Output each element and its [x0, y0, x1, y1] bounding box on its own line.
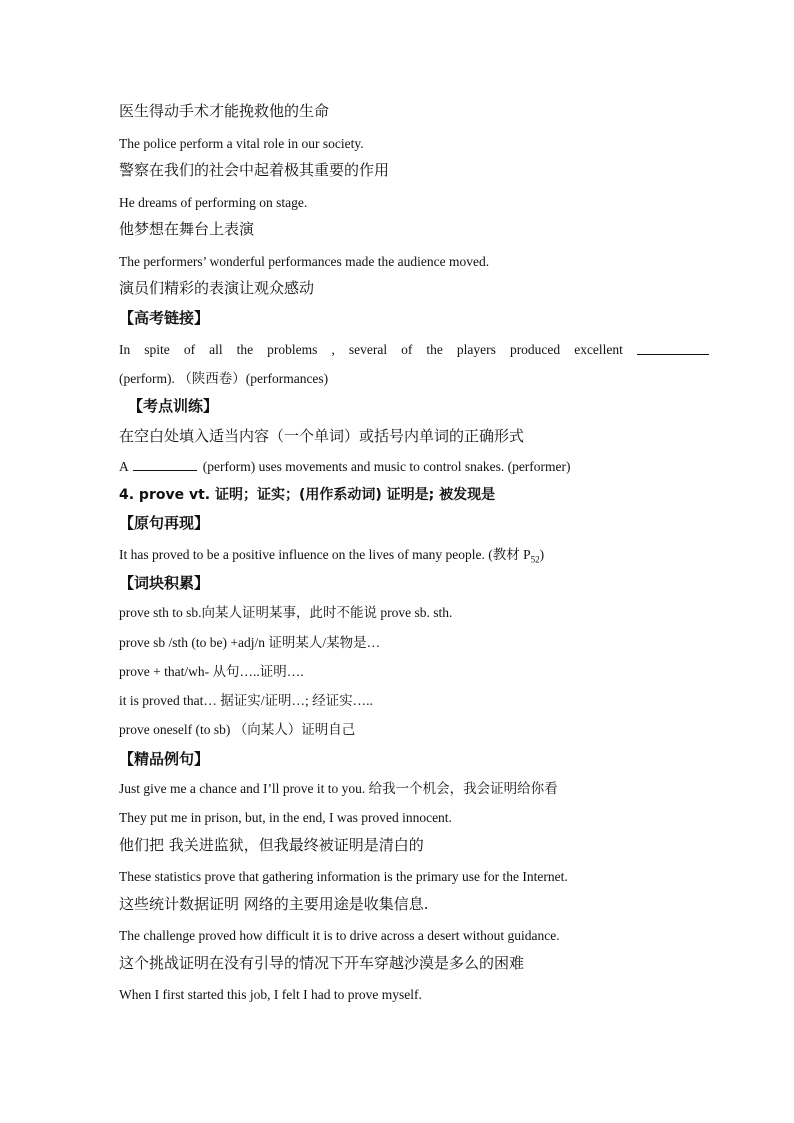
- line-chinese-translation: 演员们精彩的表演让观众感动: [119, 279, 315, 297]
- phrase-item: prove sb /sth (to be) +adj/n 证明某人/某物是…: [119, 635, 381, 650]
- word: several: [348, 342, 388, 357]
- line-chinese-translation: 医生得动手术才能挽救他的生命: [119, 102, 330, 120]
- answer-blank[interactable]: [133, 459, 197, 471]
- section-heading-phrase-accumulation: 【词块积累】: [119, 574, 210, 592]
- word: produced: [509, 342, 561, 357]
- line-chinese-translation: 他梦想在舞台上表演: [119, 220, 255, 238]
- example-sentence: Just give me a chance and I’ll prove it to you. 给我一个机会，我会证明给你看: [119, 781, 558, 796]
- example-sentence: These statistics prove that gathering information is the primary use for the Internet.: [119, 869, 568, 884]
- word: ,: [331, 342, 335, 357]
- word: problems: [267, 342, 318, 357]
- phrase-item: prove sth to sb.向某人证明某事，此时不能说 prove sb. sth.: [119, 605, 453, 620]
- practice-instruction: 在空白处填入适当内容（一个单词）或括号内单词的正确形式: [119, 427, 525, 445]
- word: spite: [144, 342, 170, 357]
- word: the: [236, 342, 254, 357]
- original-sentence: [119, 548, 544, 565]
- phrase-item: prove + that/wh- 从句…..证明….: [119, 664, 304, 679]
- word: of: [401, 342, 413, 357]
- question-text: (perform) uses movements and music to control snakes. (performer): [202, 459, 571, 474]
- practice-question: [119, 459, 571, 474]
- example-translation: 他们把 我关进监狱，但我最终被证明是清白的: [119, 836, 424, 854]
- section-heading-practice: 【考点训练】: [128, 397, 219, 415]
- word: players: [456, 342, 496, 357]
- example-translation: 这个挑战证明在没有引导的情况下开车穿越沙漠是多么的困难: [119, 954, 525, 972]
- phrase-item: it is proved that… 据证实/证明…; 经证实…..: [119, 693, 373, 708]
- page-subscript: 52: [530, 554, 540, 565]
- answer-blank[interactable]: [637, 343, 709, 355]
- word: of: [183, 342, 196, 357]
- example-sentence: When I first started this job, I felt I had to prove myself.: [119, 987, 422, 1002]
- sentence-text: It has proved to be a positive influence on the lives of many people. (教材 P: [119, 547, 531, 562]
- question-prefix: A: [119, 459, 129, 474]
- word: excellent: [574, 342, 623, 357]
- exam-question-line: [119, 343, 709, 357]
- word: all: [209, 342, 223, 357]
- exam-question-continuation: (perform). （陕西卷）(performances): [119, 371, 329, 386]
- example-sentence: They put me in prison, but, in the end, I was proved innocent.: [119, 810, 452, 825]
- example-sentence: The challenge proved how difficult it is to drive across a desert without guidance.: [119, 928, 560, 943]
- line-example-english: The police perform a vital role in our society.: [119, 136, 364, 151]
- phrase-item: prove oneself (to sb) （向某人）证明自己: [119, 722, 356, 737]
- line-example-english: The performers’ wonderful performances made the audience moved.: [119, 254, 490, 269]
- section-heading-example-sentences: 【精品例句】: [119, 750, 210, 768]
- line-chinese-translation: 警察在我们的社会中起着极其重要的作用: [119, 161, 390, 179]
- example-translation: 这些统计数据证明 网络的主要用途是收集信息.: [119, 895, 429, 913]
- word: the: [426, 342, 443, 357]
- vocab-entry-heading: 4. prove vt. 证明；证实；(用作系动词) 证明是; 被发现是: [119, 487, 496, 503]
- line-example-english: He dreams of performing on stage.: [119, 195, 308, 210]
- sentence-close: ): [539, 547, 545, 562]
- section-heading-original-sentence: 【原句再现】: [119, 514, 210, 532]
- section-heading-gaokao-link: 【高考链接】: [119, 309, 210, 327]
- word: In: [119, 342, 131, 357]
